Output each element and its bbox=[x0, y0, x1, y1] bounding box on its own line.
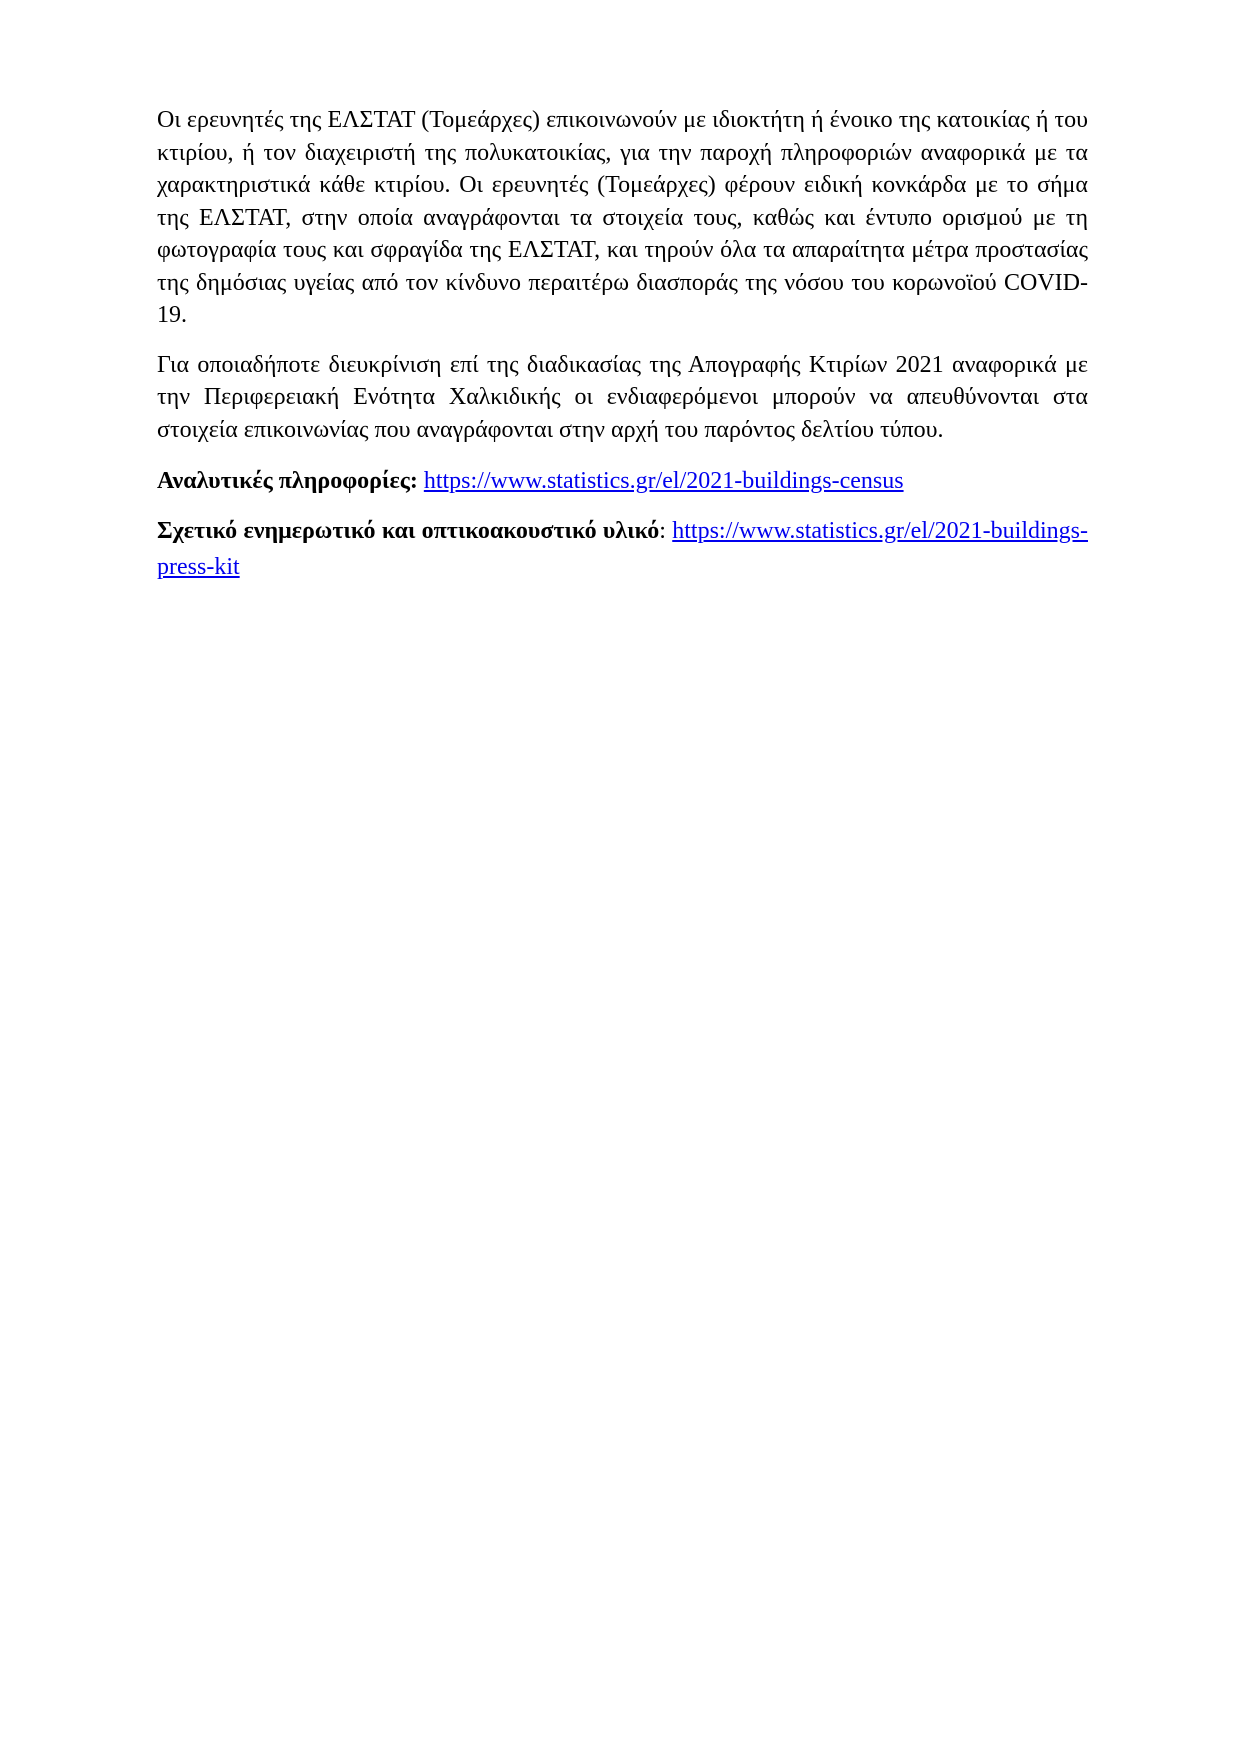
detailed-info-line bbox=[157, 463, 1088, 499]
press-kit-label-separator: : bbox=[659, 518, 673, 544]
press-kit-label: Σχετικό ενημερωτικό και οπτικοακουστικό υλικό bbox=[157, 518, 660, 544]
buildings-census-link[interactable]: https://www.statistics.gr/el/2021-buildings-census bbox=[423, 468, 904, 494]
paragraph-surveyors-info: Οι ερευνητές της ΕΛΣΤΑΤ (Τομεάρχες) επικοινωνούν με ιδιοκτήτη ή ένοικο της κατοικίας ή του κτιρίου, ή τον διαχειριστή της πολυκατοικίας, για την παροχή πληροφοριών αναφορικά με τα χαρακτηριστικά κάθε κτιρίου. Οι ερευνητές (Τομεάρχες) φέρουν ειδική κονκάρδα με το σήμα της ΕΛΣΤΑΤ, στην οποία αναγράφονται τα στοιχεία τους, καθώς και έντυπο ορισμού με τη φωτογραφία τους και σφραγίδα της ΕΛΣΤΑΤ, και τηρούν όλα τα απαραίτητα μέτρα προστασίας της δημόσιας υγείας από τον κίνδυνο περαιτέρω διασποράς της νόσου του κορωνοϊού COVID-19. bbox=[157, 107, 1088, 328]
document-page bbox=[0, 0, 1241, 585]
buildings-press-kit-link[interactable]: https://www.statistics.gr/el/2021-buildings-press-kit bbox=[157, 518, 1088, 580]
press-kit-line bbox=[157, 513, 1088, 585]
paragraph-clarifications: Για οποιαδήποτε διευκρίνιση επί της διαδικασίας της Απογραφής Κτιρίων 2021 αναφορικά με την Περιφερειακή Ενότητα Χαλκιδικής οι ενδιαφερόμενοι μπορούν να απευθύνονται στα στοιχεία επικοινωνίας που αναγράφονται στην αρχή του παρόντος δελτίου τύπου. bbox=[157, 351, 1088, 443]
detailed-info-label: Αναλυτικές πληροφορίες: bbox=[157, 468, 418, 494]
